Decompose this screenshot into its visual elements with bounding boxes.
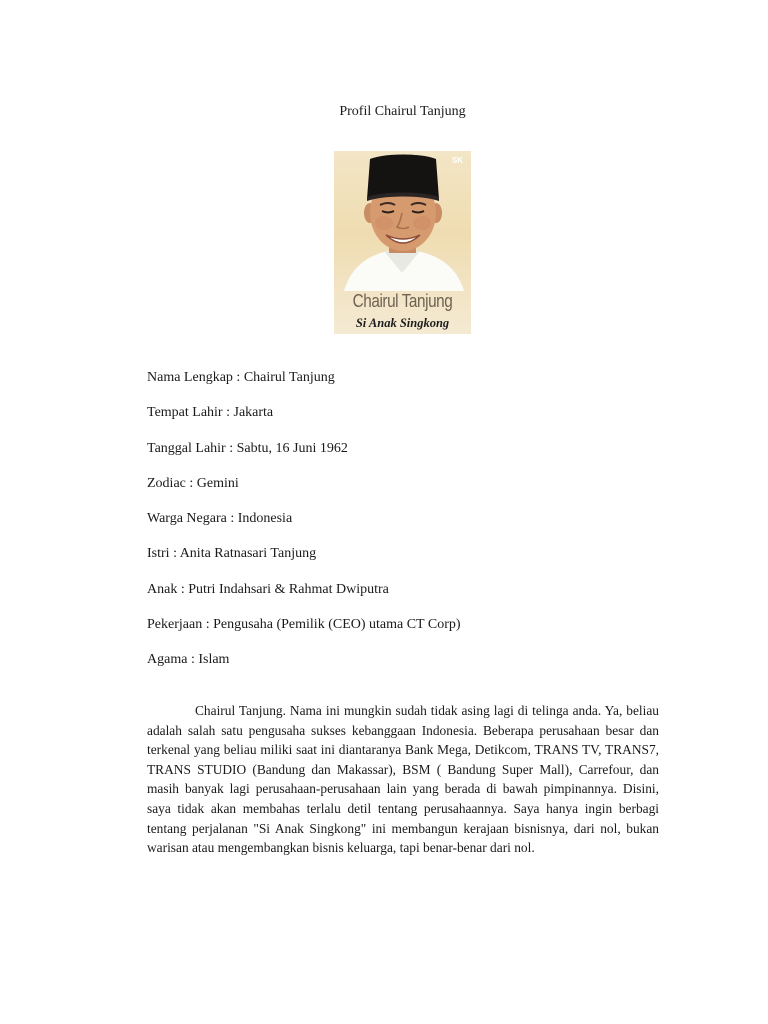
- field-value: Pengusaha (Pemilik (CEO) utama CT Corp): [213, 617, 461, 633]
- field-label: Zodiac: [147, 475, 186, 491]
- book-cover-title: Chairul Tanjung: [352, 291, 453, 311]
- book-cover-image: [334, 151, 471, 334]
- field-label: Anak: [147, 581, 178, 597]
- profile-fields: [147, 369, 667, 687]
- field-value: Islam: [198, 652, 230, 668]
- field-label: Nama Lengkap: [147, 370, 233, 385]
- field-value: Gemini: [196, 475, 239, 491]
- portrait-illustration: [334, 151, 471, 291]
- field-value: Anita Ratnasari Tanjung: [179, 546, 317, 562]
- field-label: Istri: [147, 546, 170, 562]
- field-separator: :: [185, 475, 197, 491]
- field-separator: :: [202, 617, 214, 633]
- field-separator: :: [177, 581, 189, 597]
- field-tempat-lahir: [147, 404, 667, 439]
- field-value: Indonesia: [237, 511, 293, 527]
- field-separator: :: [225, 440, 237, 456]
- publisher-logo: SK: [451, 156, 463, 165]
- field-separator: :: [187, 652, 199, 668]
- field-label: Agama: [147, 652, 188, 668]
- field-pekerjaan: [147, 616, 667, 651]
- field-separator: :: [226, 511, 238, 527]
- field-value: Jakarta: [233, 405, 274, 421]
- field-istri: [147, 545, 667, 580]
- book-cover-subtitle: Si Anak Singkong: [355, 316, 450, 330]
- field-warga-negara: [147, 510, 667, 545]
- document-title: Profil Chairul Tanjung: [339, 104, 466, 119]
- field-separator: :: [232, 370, 244, 385]
- field-agama: [147, 651, 667, 686]
- field-value: Sabtu, 16 Juni 1962: [236, 440, 348, 456]
- field-anak: [147, 581, 667, 616]
- field-tanggal-lahir: [147, 440, 667, 475]
- field-label: Tempat Lahir: [147, 405, 223, 421]
- field-value: Putri Indahsari & Rahmat Dwiputra: [188, 581, 389, 597]
- field-separator: :: [169, 546, 180, 562]
- field-zodiac: [147, 475, 667, 510]
- field-label: Warga Negara: [147, 511, 227, 527]
- field-value: Chairul Tanjung: [243, 370, 335, 385]
- field-label: Pekerjaan: [147, 617, 203, 633]
- field-label: Tanggal Lahir: [147, 440, 226, 456]
- field-nama-lengkap: [147, 369, 667, 404]
- body-paragraph: Chairul Tanjung. Nama ini mungkin sudah tidak asing lagi di telinga anda. Ya, beliau adalah salah satu pengusaha sukses kebanggaan Indonesia. Beberapa perusahaan besar dan terkenal yang beliau miliki saat ini diantaranya Bank Mega, Detikcom, TRANS TV, TRANS7, TRANS STUDIO (Bandung dan Makassar), BSM ( Bandung Super Mall), Carrefour, dan masih banyak lagi perusahaan-perusahaan lain yang berada di bawah pimpinannya. Disini, saya tidak akan membahas terlalu detil tentang perusahaannya. Saya hanya ingin berbagi tentang perjalanan "Si Anak Singkong" ini membangun kerajaan bisnisnya, dari nol, bukan warisan atau mengembangkan bisnis keluarga, tapi benar-benar dari nol.: [147, 703, 659, 856]
- field-separator: :: [222, 405, 234, 421]
